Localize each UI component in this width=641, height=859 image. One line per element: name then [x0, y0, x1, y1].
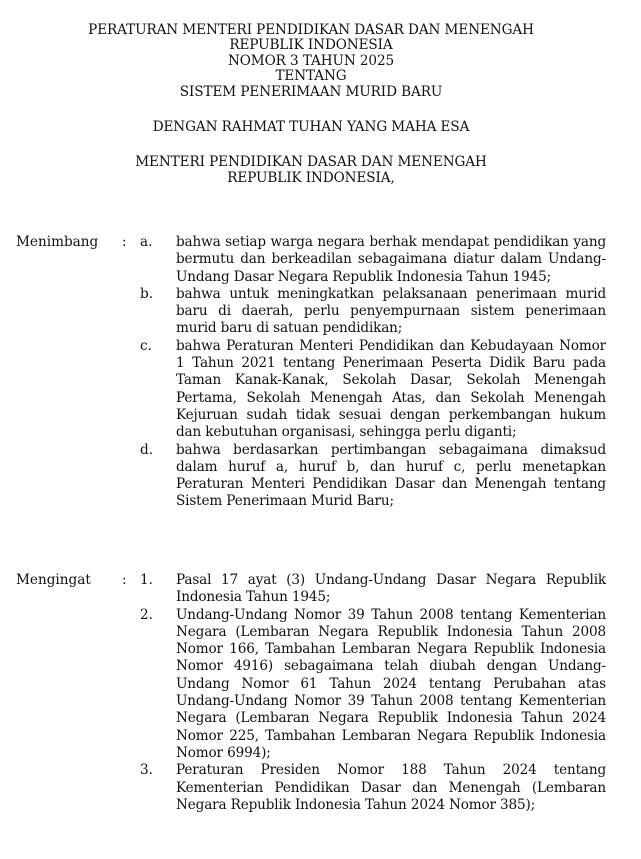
item-marker: a. [140, 234, 153, 250]
item-marker: d. [140, 441, 154, 458]
item-text: bahwa berdasarkan pertimbangan sebagaimana dimaksud dalam huruf a, huruf b, dan huruf c, perlu menetapkan Peraturan Menteri Pendidikan Dasar dan Menengah tentang Sistem Penerimaan Murid Baru; [176, 441, 606, 510]
item-text: Pasal 17 ayat (3) Undang-Undang Dasar Negara Republik Indonesia Tahun 1945; [176, 572, 606, 606]
menimbang-item [0, 234, 641, 286]
menimbang-colon: : [122, 234, 127, 250]
header-subject-line: SISTEM PENERIMAAN MURID BARU [179, 83, 443, 100]
header-country-line: REPUBLIK INDONESIA [229, 37, 393, 54]
mengingat-label: Mengingat [16, 572, 91, 588]
item-text: Undang-Undang Nomor 39 Tahun 2008 tentang Kementerian Negara (Lembaran Negara Republik Indonesia Tahun 2008 Nomor 166, Tambahan Lembaran Negara Republik Indonesia Nomor 4916) sebagaimana telah diubah dengan Undang-Undang Nomor 61 Tahun 2024 tentang Perubahan atas Undang-Undang Nomor 39 Tahun 2008 tentang Kementerian Negara (Lembaran Negara Republik Indonesia Tahun 2024 Nomor 225, Tambahan Lembaran Negara Republik Indonesia Nomor 6994); [176, 606, 606, 761]
header-invocation: DENGAN RAHMAT TUHAN YANG MAHA ESA [152, 119, 470, 136]
mengingat-item [0, 607, 641, 763]
item-marker: b. [140, 285, 154, 302]
item-marker: 3. [140, 762, 153, 779]
header-about-line: TENTANG [275, 68, 347, 85]
header-authority-line: MENTERI PENDIDIKAN DASAR DAN MENENGAH [135, 154, 487, 171]
menimbang-item [0, 338, 641, 442]
item-marker: c. [140, 337, 152, 354]
item-text: Peraturan Presiden Nomor 188 Tahun 2024 tentang Kementerian Pendidikan Dasar dan Menengah (Lembaran Negara Republik Indonesia Tahun 2024 Nomor 385); [176, 762, 606, 813]
menimbang-item [0, 286, 641, 338]
item-marker: 2. [140, 606, 153, 623]
header-number-line: NOMOR 3 TAHUN 2025 [227, 52, 395, 69]
mengingat-section [0, 572, 641, 814]
regulation-header [0, 23, 622, 186]
header-authority-line: REPUBLIK INDONESIA, [227, 169, 395, 186]
mengingat-colon: : [122, 572, 127, 588]
item-text: bahwa Peraturan Menteri Pendidikan dan Kebudayaan Nomor 1 Tahun 2021 tentang Penerimaan Peserta Didik Baru pada Taman Kanak-Kanak, Sekolah Dasar, Sekolah Menengah Pertama, Sekolah Menengah Atas, dan Sekolah Menengah Kejuruan sudah tidak sesuai dengan perkembangan hukum dan kebutuhan organisasi, sehingga perlu diganti; [176, 337, 606, 441]
item-marker: 1. [140, 572, 153, 588]
menimbang-section [0, 234, 641, 511]
header-title-line: PERATURAN MENTERI PENDIDIKAN DASAR DAN MENENGAH [88, 22, 534, 38]
item-text: bahwa setiap warga negara berhak mendapat pendidikan yang bermutu dan berkeadilan sebagaimana diatur dalam Undang-Undang Dasar Negara Republik Indonesia Tahun 1945; [176, 234, 606, 285]
menimbang-label: Menimbang [16, 234, 99, 250]
mengingat-item [0, 762, 641, 814]
mengingat-item [0, 572, 641, 607]
item-text: bahwa untuk meningkatkan pelaksanaan penerimaan murid baru di daerah, perlu penyempurnaan sistem penerimaan murid baru di satuan pendidikan; [176, 285, 606, 337]
menimbang-item [0, 442, 641, 511]
